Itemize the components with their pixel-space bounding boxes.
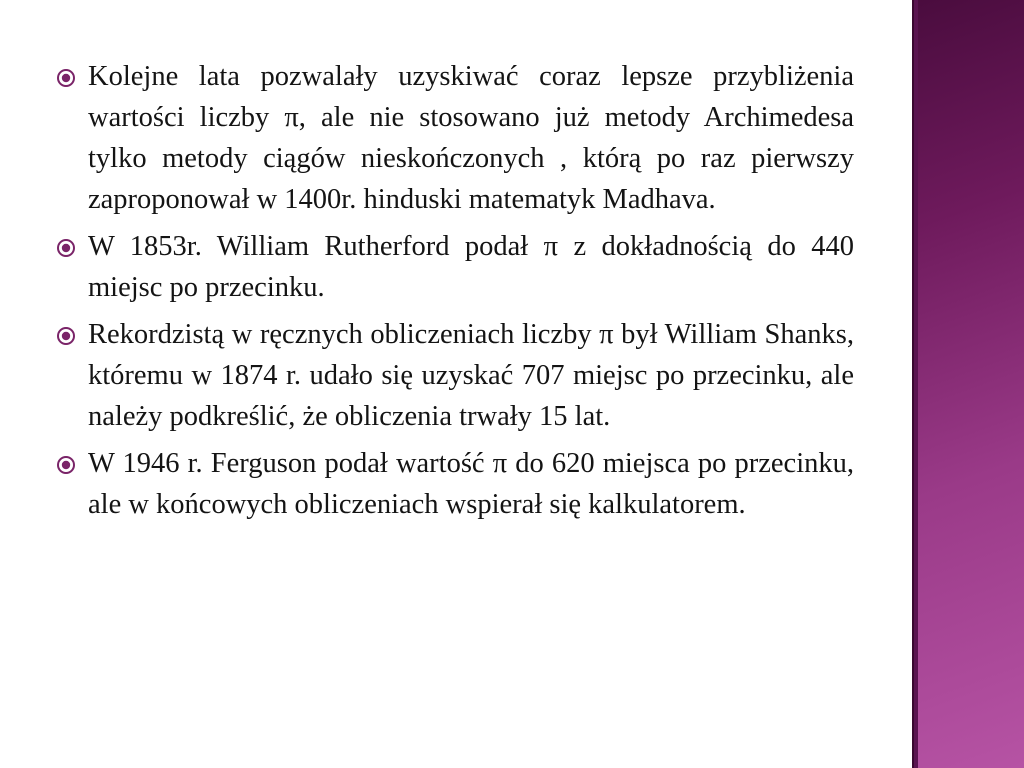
bullet-item-1 [56, 56, 854, 220]
target-circle-icon [56, 455, 76, 475]
bullet-text: Kolejne lata pozwalały uzyskiwać coraz lepsze przybliżenia wartości liczby π, ale nie stosowano już metody Archimedesa tylko metody ciągów nieskończonych , którą po raz pierwszy zaproponował w 1400r. hinduski matematyk Madhava. [88, 61, 854, 215]
bullet-text: W 1853r. William Rutherford podał π z dokładnością do 440 miejsc po przecinku. [88, 231, 854, 303]
bullet-text: Rekordzistą w ręcznych obliczeniach liczby π był William Shanks, któremu w 1874 r. udało się uzyskać 707 miejsc po przecinku, ale należy podkreślić, że obliczenia trwały 15 lat. [88, 319, 854, 432]
slide-content [56, 56, 854, 531]
bullet-text: W 1946 r. Ferguson podał wartość π do 620 miejsca po przecinku, ale w końcowych obliczeniach wspierał się kalkulatorem. [88, 448, 854, 520]
bullet-item-2 [56, 226, 854, 308]
target-circle-icon [56, 326, 76, 346]
target-circle-icon [56, 238, 76, 258]
bullet-list [56, 56, 854, 525]
bullet-item-4 [56, 443, 854, 525]
bullet-item-3 [56, 314, 854, 437]
decorative-side-panel [912, 0, 1024, 768]
target-circle-icon [56, 68, 76, 88]
side-panel-edge [914, 0, 918, 768]
